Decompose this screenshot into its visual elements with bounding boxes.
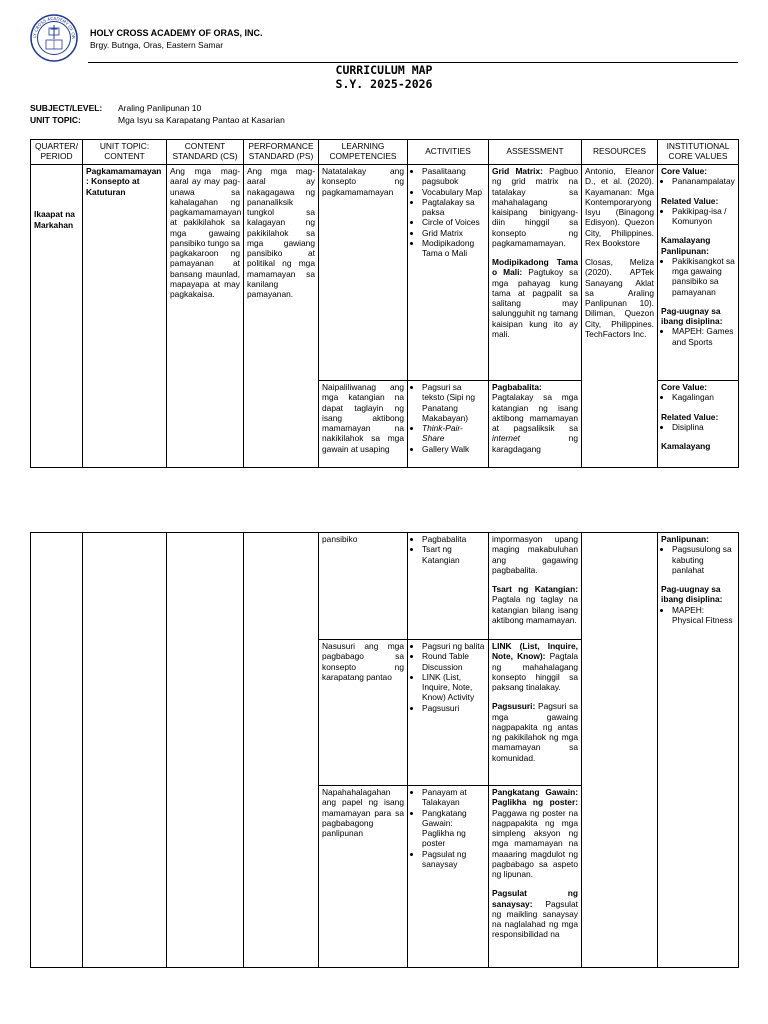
assessment-text: Paggawa ng poster na nagpapakita ng mga simpleng aksyon ng mga mamamayan na maaaring magdulot ng pagbabago sa aspeto ng lipunan.	[492, 807, 578, 879]
competency-cell: Nasusuri ang mga pagbabago sa konsepto ng karapatang pantao	[319, 640, 408, 786]
list-item: • Round Table Discussion	[422, 651, 485, 672]
quarter-cell	[31, 533, 83, 968]
quarter-cell: Ikaapat na Markahan	[31, 165, 83, 468]
table-header-row	[31, 140, 739, 165]
list-item: • Pagsusuri	[422, 703, 485, 713]
school-year: S.Y. 2025-2026	[335, 77, 433, 91]
header-resources: RESOURCES	[582, 140, 658, 165]
assessment-cell	[489, 533, 582, 640]
resource-entry: Antonio, Eleanor D., et al. (2020). Kayamanan: Mga Kontemporaryong Isyu (Binagong Edisyon). Quezon City, Philippines. Rex Bookstore	[585, 166, 654, 248]
list-item: • Pagsuri sa teksto (Sipi ng Panatang Makabayan)	[422, 382, 485, 423]
performance-standard-cell: Ang mga mag-aaral ay nakagagawa ng pananaliksik tungkol sa kalagayan ng pakikilahok sa mga gawiang pansibiko at politikal ng mga mamamayan sa kanilang pamayanan.	[244, 165, 319, 468]
list-item: • LINK (List, Inquire, Note, Know) Activity	[422, 672, 485, 703]
list-item: • Pangkatang Gawain: Paglikha ng poster	[422, 808, 485, 849]
list-item: • Pakikipag-isa / Komunyon	[672, 206, 735, 227]
list-item: • Pagtalakay sa paksa	[422, 197, 485, 218]
core-values-cell	[658, 533, 739, 968]
unit-topic-value: Mga Isyu sa Karapatang Pantao at Kasarian	[118, 115, 285, 125]
list-item: • Panayam at Talakayan	[422, 787, 485, 808]
curriculum-table-page1	[30, 139, 739, 468]
competency-cell: pansibiko	[319, 533, 408, 640]
kamalayang-label: Kamalayang	[661, 441, 711, 451]
list-item: • Pasalitaang pagsubok	[422, 166, 485, 187]
activities-cell	[408, 533, 489, 640]
assessment-title: Pagbabalita:	[492, 382, 542, 392]
assessment-text: impormasyon upang maging makabuluhan ang gagawing pagbabalita.	[492, 534, 578, 575]
list-item: • Modipikadong Tama o Mali	[422, 238, 485, 259]
assessment-title: Pagsusuri:	[492, 701, 536, 712]
assessment-text: Pagsulat ng maikling sanaysay na naglalahad ng mga responsibilidad na	[492, 898, 578, 940]
list-item: • Vocabulary Map	[422, 187, 485, 197]
assessment-title: Tsart ng Katangian:	[492, 584, 578, 594]
assessment-text: internet	[492, 433, 520, 444]
list-item: • Pagsulat ng sanaysay	[422, 849, 485, 870]
header-unit-topic: UNIT TOPIC: CONTENT	[83, 140, 167, 165]
assessment-cell	[489, 786, 582, 968]
svg-text:HOLY CROSS ACADEMY OF ORAS: LY CROSS ACADEMY OF OR	[31, 15, 77, 39]
school-seal-logo	[30, 14, 78, 62]
assessment-cell	[489, 165, 582, 381]
table-row	[31, 165, 739, 381]
pag-uugnay-label: Pag-uugnay sa ibang disiplina:	[661, 584, 723, 605]
list-item: • Pakikisangkot sa mga gawaing pansibiko sa pamayanan	[672, 256, 735, 297]
list-item: • Pagsuri ng balita	[422, 641, 485, 651]
list-item: • Pagsusulong sa kabuting panlahat	[672, 544, 735, 575]
content-standard-cell	[167, 533, 244, 968]
header-performance-standard: PERFORMANCE STANDARD (PS)	[244, 140, 319, 165]
core-value-label: Core Value:	[661, 382, 708, 392]
list-item: • Tsart ng Katangian	[422, 544, 485, 565]
table-row	[31, 533, 739, 640]
list-item: • Pananampalatay	[672, 176, 735, 186]
core-values-cell	[658, 381, 739, 468]
assessment-text: Pagtukoy sa mga pahayag kung tama at pagpalit sa salitang may salungguhit ng tamang kaisipan kung ito ay mali.	[492, 267, 578, 339]
assessment-text: Pagtalakay sa mga katangian ng isang aktibong mamamayan at pagsaliksik sa	[492, 392, 578, 433]
header-activities: ACTIVITIES	[408, 140, 489, 165]
resource-entry: Closas, Meliza (2020). APTek Sanayang Aklat sa Araling Panlipunan 10). Diliman, Quezon City, Philippines. TechFactors Inc.	[585, 257, 654, 339]
related-value-label: Related Value:	[661, 411, 719, 422]
performance-standard-cell	[244, 533, 319, 968]
assessment-title: Pagsulat ng sanaysay:	[492, 888, 578, 909]
assessment-text: Pagtala ng taglay na katangian bilang isang aktibong mamamayan.	[492, 594, 578, 625]
document-title: CURRICULUM MAP	[335, 63, 433, 77]
assessment-cell	[489, 640, 582, 786]
resources-cell	[582, 533, 658, 968]
activities-cell	[408, 381, 489, 468]
activities-cell	[408, 640, 489, 786]
list-item: • Circle of Voices	[422, 217, 485, 227]
assessment-title: Grid Matrix:	[492, 166, 543, 176]
activities-cell	[408, 786, 489, 968]
assessment-text: Pagsuri sa mga gawaing nagpapakita ng antas ng pakikilahok ng mga mamamayan sa komunidad.	[492, 701, 578, 763]
core-value-label: Core Value:	[661, 166, 708, 176]
header-quarter: QUARTER/ PERIOD	[31, 140, 83, 165]
competency-cell: Naipaliliwanag ang mga katangian na dapat taglayin ng isang aktibong mamamayan na nakikilahok sa mga gawain at usaping	[319, 381, 408, 468]
curriculum-table-page2	[30, 532, 739, 968]
unit-topic-cell: Pagkamamamayan : Konsepto at Katuturan	[83, 165, 167, 468]
assessment-cell	[489, 381, 582, 468]
school-name: HOLY CROSS ACADEMY OF ORAS, INC.	[90, 28, 263, 38]
list-item: • MAPEH: Physical Fitness	[672, 605, 735, 626]
subject-value: Araling Panlipunan 10	[118, 103, 202, 113]
assessment-title: LINK (List, Inquire, Note, Know):	[492, 641, 578, 662]
list-item: • Gallery Walk	[422, 444, 485, 454]
list-item: • Think-Pair-Share	[422, 423, 485, 444]
assessment-title: Modipikadong Tama o Mali:	[492, 257, 578, 278]
header-learning-competencies: LEARNING COMPETENCIES	[319, 140, 408, 165]
header-core-values: INSTITUTIONAL CORE VALUES	[658, 140, 739, 165]
unit-topic-label: UNIT TOPIC:	[30, 115, 81, 125]
list-item: • Disiplina	[672, 422, 735, 432]
list-item: • Kagalingan	[672, 392, 735, 402]
core-values-cell	[658, 165, 739, 381]
school-address: Brgy. Butnga, Oras, Eastern Samar	[90, 40, 224, 50]
related-value-label: Related Value:	[661, 195, 719, 206]
list-item: • MAPEH: Games and Sports	[672, 326, 735, 347]
list-item: • Grid Matrix	[422, 228, 485, 238]
unit-topic-cell	[83, 533, 167, 968]
pag-uugnay-label: Pag-uugnay sa ibang disiplina:	[661, 305, 723, 326]
competency-cell: Natatalakay ang konsepto ng pagkamamamayan	[319, 165, 408, 381]
assessment-title: Pangkatang Gawain: Paglikha ng poster:	[492, 787, 578, 808]
kamalayang-label: Kamalayang Panlipunan:	[661, 235, 711, 256]
content-standard-cell: Ang mga mag-aaral ay may pag-unawa sa kahalagahan ng pagkamamamayan at pakikilahok sa mga gawaing pansibiko tungo sa pagkakaroon ng pamayanan at bansang maunlad, mapayapa at may pagkakaisa.	[167, 165, 244, 468]
competency-cell: Napahahalagahan ang papel ng isang mamamayan para sa pagbabagong panlipunan	[319, 786, 408, 968]
kamalayang-label: Panlipunan:	[661, 534, 709, 544]
resources-cell	[582, 165, 658, 468]
assessment-text: Pagbuo ng grid matrix na tatalakay sa mahahalagang kaisipang binigyang-diin hinggil sa konsepto ng pagkamamamayan.	[492, 166, 579, 248]
list-item: • Pagbabalita	[422, 534, 485, 544]
subject-label: SUBJECT/LEVEL:	[30, 103, 103, 113]
header-content-standard: CONTENT STANDARD (CS)	[167, 140, 244, 165]
header-assessment: ASSESSMENT	[489, 140, 582, 165]
activities-cell	[408, 165, 489, 381]
assessment-text: ng karagdagang	[492, 433, 578, 454]
assessment-text: Pagtala ng mahahalagang konsepto hinggil sa paksang tinalakay.	[492, 651, 578, 692]
